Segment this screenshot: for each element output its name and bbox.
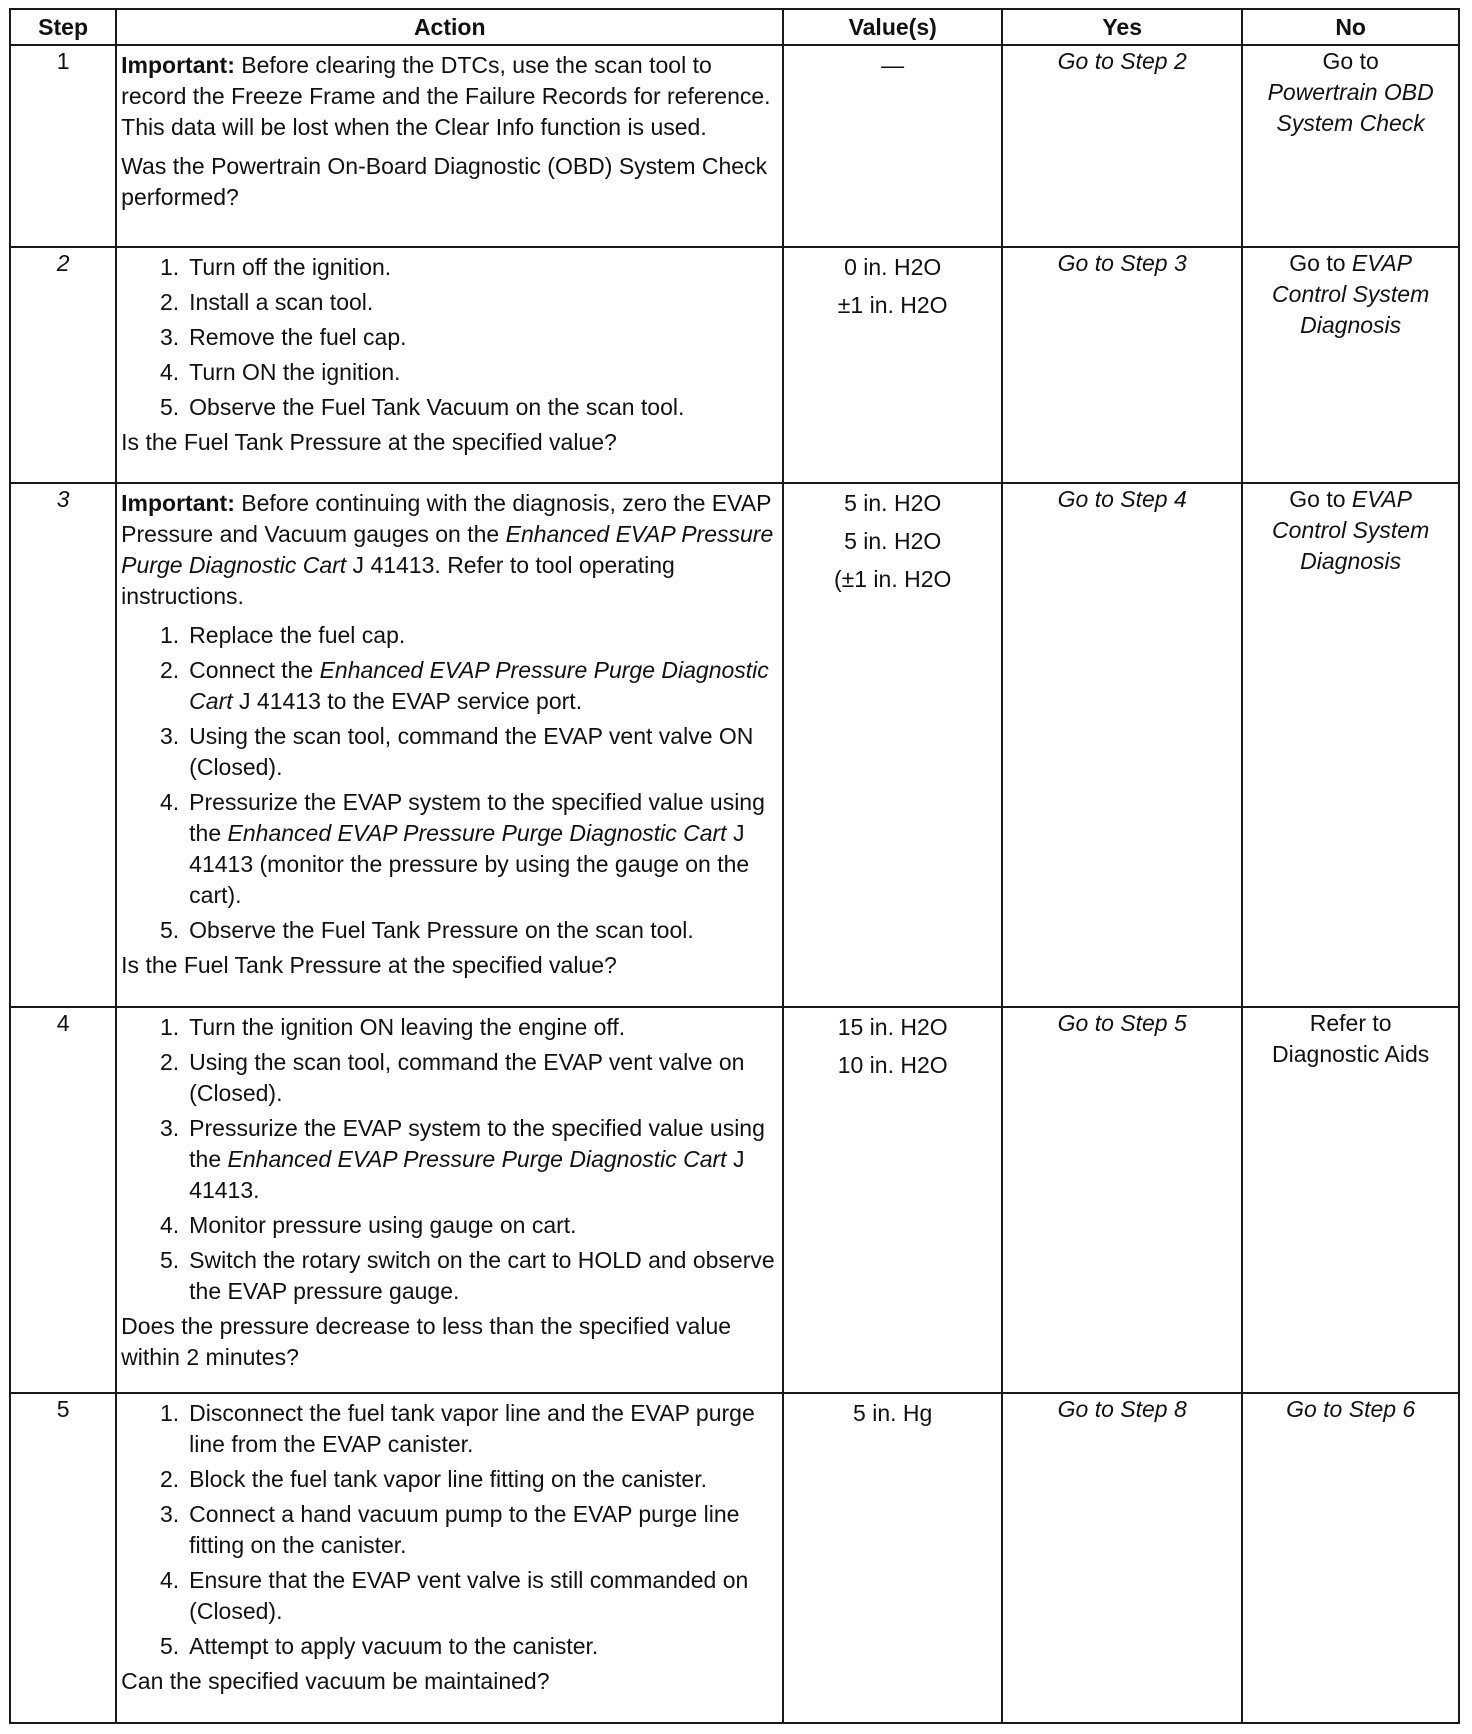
list-item: 1. Turn off the ignition. [159, 254, 392, 280]
list-item: 3. Using the scan tool, command the EVAP vent valve ON (Closed). [159, 723, 754, 780]
list-item: 3. Remove the fuel cap. [159, 324, 407, 350]
table-row [10, 247, 1459, 483]
procedure-list [121, 252, 778, 423]
procedure-list [121, 1012, 778, 1307]
value: 0 in. H2O [844, 254, 942, 280]
value: ±1 in. H2O [837, 292, 948, 318]
list-item: 1. Replace the fuel cap. [159, 622, 406, 648]
list-item: 4. Turn ON the ignition. [159, 359, 401, 385]
step-number: 4 [10, 1007, 116, 1393]
step-number: 3 [10, 483, 116, 1007]
action-cell [116, 1393, 783, 1723]
list-item: 2. Block the fuel tank vapor line fitting on the canister. [159, 1466, 707, 1492]
list-item: 5. Observe the Fuel Tank Pressure on the scan tool. [159, 917, 694, 943]
list-item: 1. Disconnect the fuel tank vapor line and the EVAP purge line from the EVAP canister. [159, 1400, 755, 1457]
list-item: 5. Attempt to apply vacuum to the canister. [159, 1633, 599, 1659]
procedure-list [121, 1398, 778, 1662]
list-item: 5. Switch the rotary switch on the cart to HOLD and observe the EVAP pressure gauge. [159, 1247, 775, 1304]
values-cell [783, 1007, 1002, 1393]
list-item: 2. Using the scan tool, command the EVAP vent valve on (Closed). [159, 1049, 745, 1106]
list-item: 5. Observe the Fuel Tank Vacuum on the scan tool. [159, 394, 685, 420]
question: Is the Fuel Tank Pressure at the specified value? [121, 429, 617, 455]
header-row [10, 9, 1459, 45]
header-step: Step [10, 9, 116, 45]
action-cell [116, 483, 783, 1007]
values-cell [783, 45, 1002, 247]
action-cell [116, 247, 783, 483]
action-cell [116, 45, 783, 247]
values-cell [783, 247, 1002, 483]
header-values: Value(s) [783, 9, 1002, 45]
list-item: 3. Connect a hand vacuum pump to the EVAP purge line fitting on the canister. [159, 1501, 740, 1558]
no-cell: Go to Step 6 [1242, 1393, 1459, 1723]
header-action: Action [116, 9, 783, 45]
list-item: 2. Connect the Enhanced EVAP Pressure Purge Diagnostic Cart J 41413 to the EVAP service port. [159, 657, 769, 714]
values-cell [783, 483, 1002, 1007]
header-no: No [1242, 9, 1459, 45]
list-item: 4. Ensure that the EVAP vent valve is still commanded on (Closed). [159, 1567, 749, 1624]
procedure-list [121, 620, 778, 946]
yes-cell: Go to Step 8 [1002, 1393, 1242, 1723]
value: 10 in. H2O [837, 1052, 948, 1078]
important-text: Before clearing the DTCs, use the scan tool to record the Freeze Frame and the Failure Records for reference. This data will be lost when the Clear Info function is used. [121, 52, 771, 140]
yes-cell: Go to Step 3 [1002, 247, 1242, 483]
table-row [10, 45, 1459, 247]
table-row [10, 1007, 1459, 1393]
important-note [121, 50, 778, 143]
value: 5 in. Hg [853, 1400, 933, 1426]
value: (±1 in. H2O [833, 566, 952, 592]
list-item: 4. Monitor pressure using gauge on cart. [159, 1212, 577, 1238]
question: Does the pressure decrease to less than the specified value within 2 minutes? [121, 1313, 732, 1370]
step-number: 2 [10, 247, 116, 483]
table-row [10, 1393, 1459, 1723]
no-link: Control System Diagnosis [1272, 517, 1430, 574]
no-prefix: Go to [1322, 48, 1379, 74]
no-cell [1242, 483, 1459, 1007]
diagnostic-table [9, 8, 1460, 1724]
value: 15 in. H2O [837, 1014, 948, 1040]
step-number: 1 [10, 45, 116, 247]
no-line: Refer to [1309, 1010, 1392, 1036]
important-label: Important: [121, 52, 235, 78]
no-prefix: Go to EVAP [1289, 250, 1413, 276]
list-item: 1. Turn the ignition ON leaving the engine off. [159, 1014, 626, 1040]
values-cell [783, 1393, 1002, 1723]
yes-cell: Go to Step 5 [1002, 1007, 1242, 1393]
no-line: Diagnostic Aids [1272, 1041, 1430, 1067]
question: Can the specified vacuum be maintained? [121, 1668, 550, 1694]
value: — [881, 52, 905, 78]
important-note: Important: Before continuing with the diagnosis, zero the EVAP Pressure and Vacuum gauges on the Enhanced EVAP Pressure Purge Diagnostic Cart J 41413. Refer to tool operating instructions. [121, 490, 774, 609]
value: 5 in. H2O [844, 490, 942, 516]
question: Is the Fuel Tank Pressure at the specified value? [121, 952, 617, 978]
list-item: 3. Pressurize the EVAP system to the specified value using the Enhanced EVAP Pressure Purge Diagnostic Cart J 41413. [159, 1115, 765, 1203]
question: Was the Powertrain On-Board Diagnostic (OBD) System Check performed? [121, 153, 768, 210]
action-cell [116, 1007, 783, 1393]
no-cell [1242, 247, 1459, 483]
list-item: 2. Install a scan tool. [159, 289, 374, 315]
value: 5 in. H2O [844, 528, 942, 554]
no-prefix: Go to EVAP [1289, 486, 1413, 512]
no-cell [1242, 45, 1459, 247]
no-link: Control System Diagnosis [1272, 281, 1430, 338]
no-link: Powertrain OBD System Check [1267, 79, 1434, 136]
no-cell [1242, 1007, 1459, 1393]
yes-cell: Go to Step 4 [1002, 483, 1242, 1007]
step-number: 5 [10, 1393, 116, 1723]
list-item: 4. Pressurize the EVAP system to the specified value using the Enhanced EVAP Pressure Purge Diagnostic Cart J 41413 (monitor the pressure by using the gauge on the cart). [159, 789, 765, 908]
header-yes: Yes [1002, 9, 1242, 45]
table-row [10, 483, 1459, 1007]
yes-cell: Go to Step 2 [1002, 45, 1242, 247]
